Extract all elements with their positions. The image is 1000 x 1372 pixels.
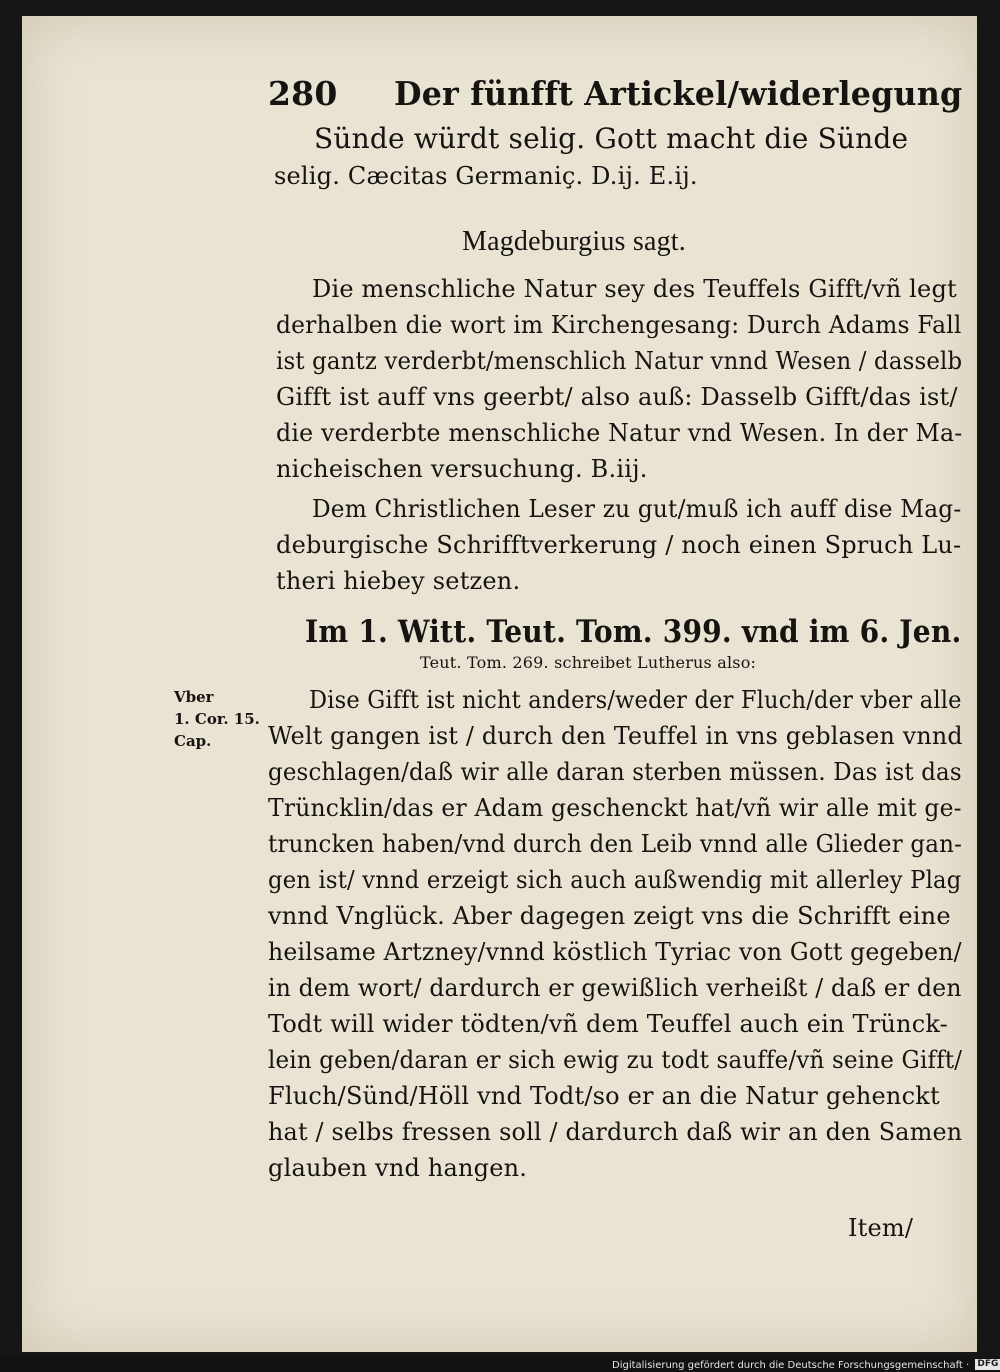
text-line: truncken haben/vnd durch den Leib vnnd alle Glieder gan- — [268, 830, 963, 858]
catchword: Item/ — [848, 1214, 914, 1242]
text-line: selig. Cæcitas Germaniç. D.ij. E.ij. — [274, 162, 698, 190]
text-line: Fluch/Sünd/Höll vnd Todt/so er an die Natur gehenckt — [268, 1082, 940, 1110]
citation-heading: Im 1. Witt. Teut. Tom. 399. vnd im 6. Jen. — [305, 614, 962, 650]
text-line: Gifft ist auff vns geerbt/ also auß: Dasselb Gifft/das ist/ — [276, 383, 958, 411]
citation-subheading: Teut. Tom. 269. schreibet Lutherus also: — [420, 653, 757, 672]
text-line: Todt will wider tödten/vñ dem Teuffel auch ein Trünck- — [268, 1010, 948, 1038]
text-line: geschlagen/daß wir alle daran sterben müssen. Das ist das — [268, 758, 962, 786]
section-heading: Magdeburgius sagt. — [462, 226, 686, 257]
text-line: Trüncklin/das er Adam geschenckt hat/vñ wir alle mit ge- — [268, 794, 962, 822]
footer-text: Digitalisierung gefördert durch die Deutsche Forschungsgemeinschaft · — [612, 1360, 970, 1371]
text-line: gen ist/ vnnd erzeigt sich auch außwendig mit allerley Plag — [268, 866, 962, 894]
margin-note-line: Vber — [174, 688, 214, 706]
running-title: Der fünfft Artickel/widerlegung — [394, 74, 963, 113]
text-line: theri hiebey setzen. — [276, 567, 521, 595]
digitization-footer — [612, 1359, 1000, 1372]
text-line: glauben vnd hangen. — [268, 1154, 528, 1182]
dfg-logo: DFG — [977, 1359, 999, 1369]
book-page — [22, 16, 977, 1352]
text-line: Die menschliche Natur sey des Teuffels Gifft/vñ legt — [312, 275, 957, 303]
margin-note-line: 1. Cor. 15. — [174, 710, 260, 728]
text-line: Dem Christlichen Leser zu gut/muß ich auff dise Mag- — [312, 495, 962, 523]
page-text — [22, 16, 977, 1352]
text-line: Sünde würdt selig. Gott macht die Sünde — [314, 122, 909, 155]
text-line: Dise Gifft ist nicht anders/weder der Fluch/der vber alle — [309, 686, 962, 714]
text-line: die verderbte menschliche Natur vnd Wesen. In der Ma- — [276, 419, 963, 447]
text-line: deburgische Schrifftverkerung / noch einen Spruch Lu- — [276, 531, 962, 559]
text-line: in dem wort/ dardurch er gewißlich verheißt / daß er den — [268, 974, 962, 1002]
text-line: Welt gangen ist / durch den Teuffel in vns geblasen vnnd — [268, 722, 963, 750]
text-line: lein geben/daran er sich ewig zu todt sauffe/vñ seine Gifft/ — [268, 1046, 963, 1074]
text-line: heilsame Artzney/vnnd köstlich Tyriac von Gott gegeben/ — [268, 938, 962, 966]
text-line: hat / selbs fressen soll / dardurch daß wir an den Samen — [268, 1118, 963, 1146]
text-line: vnnd Vnglück. Aber dagegen zeigt vns die Schrifft eine — [268, 902, 951, 930]
page-number: 280 — [268, 74, 338, 113]
text-line: nicheischen versuchung. B.iij. — [276, 455, 648, 483]
margin-note-line: Cap. — [174, 732, 212, 750]
margin-note — [174, 686, 260, 752]
text-line: ist gantz verderbt/menschlich Natur vnnd Wesen / dasselb — [276, 347, 963, 375]
text-line: derhalben die wort im Kirchengesang: Durch Adams Fall — [276, 311, 962, 339]
